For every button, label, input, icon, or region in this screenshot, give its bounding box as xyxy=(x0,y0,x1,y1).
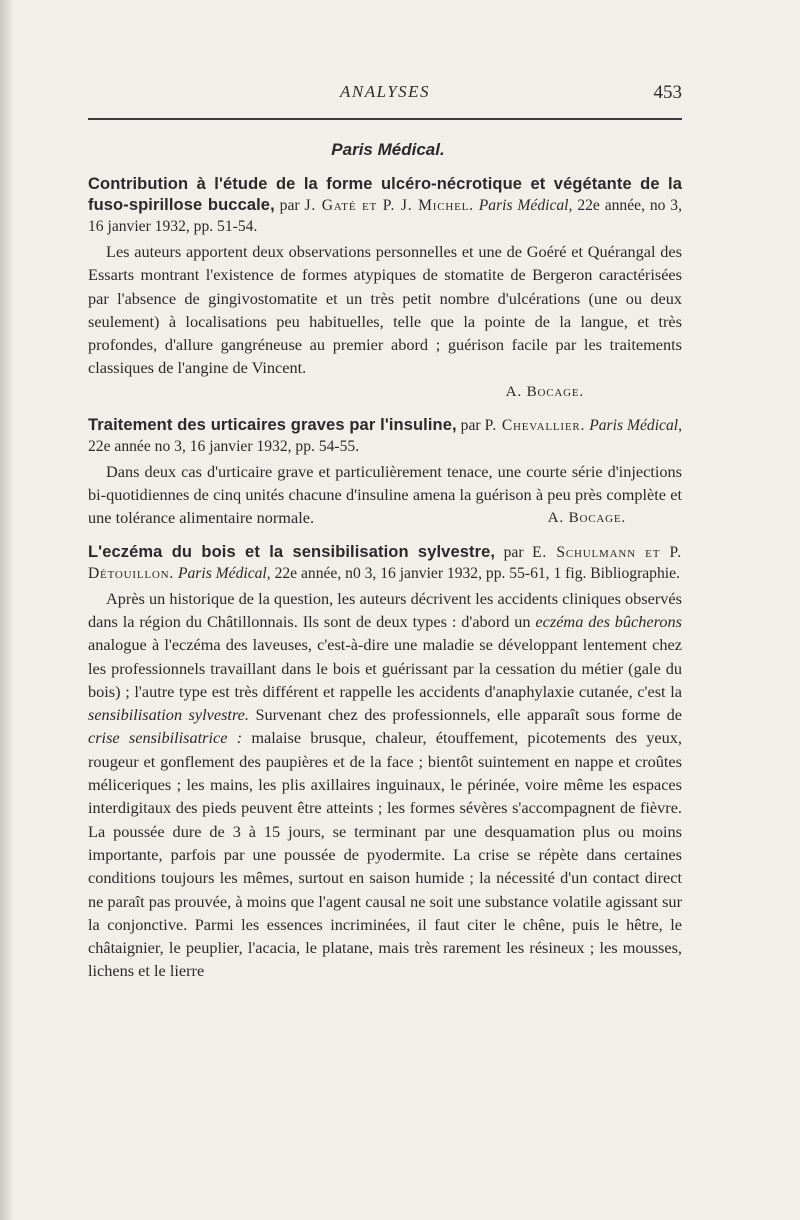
binding-shadow xyxy=(0,0,14,1220)
body-emphasis: eczéma des bûcherons xyxy=(535,611,682,631)
body-text-segment: Survenant chez des professionnels, elle apparaît sous forme de xyxy=(248,705,683,725)
entry-authors: E. Schulmann et P. Détouillon. xyxy=(88,543,682,582)
body-text-segment: Après un historique de la question, les auteurs décrivent les accidents cliniques observés dans la région du Châtillonnais. Ils sont de deux types : d'abord un xyxy=(88,588,682,631)
entry-par: par xyxy=(279,197,300,214)
entry-title: Contribution à l'étude de la forme ulcéro-nécrotique et végétante de la fuso-spirillose buccale, xyxy=(88,175,682,214)
entry-source: Paris Médical, xyxy=(478,197,573,214)
page-content xyxy=(88,140,682,995)
entry-title: Traitement des urticaires graves par l'insuline, xyxy=(88,415,457,434)
entry-citation: 22e année no 3, 16 janvier 1932, pp. 54-55. xyxy=(88,437,360,455)
entry-authors: P. Chevallier. xyxy=(484,416,586,434)
entry-source: Paris Médical, xyxy=(589,416,682,434)
entry-body xyxy=(88,587,682,983)
abstract-entry xyxy=(88,174,682,403)
entry-par: par xyxy=(503,543,524,561)
running-header xyxy=(88,82,682,108)
entry-heading xyxy=(88,542,682,584)
entry-signature: A. Bocage. xyxy=(505,382,584,400)
entry-source: Paris Médical, xyxy=(177,564,271,582)
header-rule xyxy=(88,118,682,120)
entry-signature: A. Bocage. xyxy=(547,509,626,527)
body-text-segment: malaise brusque, chaleur, étouffement, picotements des yeux, rougeur et gonflement des paupières et de la face ; bientôt suintement en nappe et croûtes méliceriques ; les mains, les plis axillaires inguinaux, le périnée, voire même les espaces interdigitaux des pieds peuvent être atteints ; les formes sévères s'accompagnent de fièvre. La poussée dure de 3 à 15 jours, se terminant par une desquamation plus ou moins importante, parfois par une poussée de pyodermite. La crise se répète dans certaines conditions toujours les mêmes, surtout en saison humide ; la nécessité d'un contact direct ne paraît pas prouvée, à moins que l'agent causal ne soit une substance volatile agissant sur la conjonctive. Parmi les essences incriminées, il faut citer le chêne, puis le hêtre, le châtaignier, le peuplier, l'acacia, le platane, mais très rarement les résineux ; les mousses, lichens et le lierre xyxy=(88,728,683,981)
entry-authors: J. Gaté et P. J. Michel. xyxy=(304,197,474,214)
journal-title: Paris Médical. xyxy=(331,140,445,159)
entry-citation: 22e année, n0 3, 16 janvier 1932, pp. 55-61, 1 fig. Bibliographie. xyxy=(274,564,680,582)
body-emphasis: crise sensibilisatrice : xyxy=(88,728,243,748)
entry-citation: 22e année, no 3, 16 janvier 1932, pp. 51-54. xyxy=(88,197,683,235)
running-title: ANALYSES xyxy=(339,82,431,101)
entry-title: L'eczéma du bois et la sensibilisation sylvestre, xyxy=(88,542,496,561)
entry-body-text: Dans deux cas d'urticaire grave et particulièrement tenace, une courte série d'injections bi-quotidiennes de cinq unités chacune d'insuline amena la guérison à peu près complète et une tolérance alimentaire normale. xyxy=(88,461,682,528)
abstract-entry xyxy=(88,542,682,983)
entry-heading xyxy=(88,174,682,237)
body-text-segment: analogue à l'eczéma des laveuses, c'est-à-dire une maladie se développant lentement chez les professionnels travaillant dans le bois et guérissant par la cessation du métier (gale du bois) ; l'autre type est très différent et rappelle les accidents d'anaphylaxie cutanée, c'est la xyxy=(88,635,682,701)
entry-body xyxy=(88,460,682,530)
page-number: 453 xyxy=(653,82,682,103)
abstract-entry xyxy=(88,415,682,530)
entry-par: par xyxy=(460,416,481,434)
entry-heading xyxy=(88,415,682,457)
body-emphasis: sensibilisation sylvestre. xyxy=(88,705,249,725)
entry-body: Les auteurs apportent deux observations personnelles et une de Goéré et Quérangal des Essarts montrant l'existence de formes atypiques de stomatite de Bergeron caractérisées par l'absence de gingivostomatite et un très petit nombre d'ulcérations (une ou deux seulement) à localisations peu habituelles, telle que la pointe de la langue, et très profondes, d'allure gangréneuse au premier abord ; guérison facile par les traitements classiques de l'angine de Vincent. xyxy=(88,242,682,378)
